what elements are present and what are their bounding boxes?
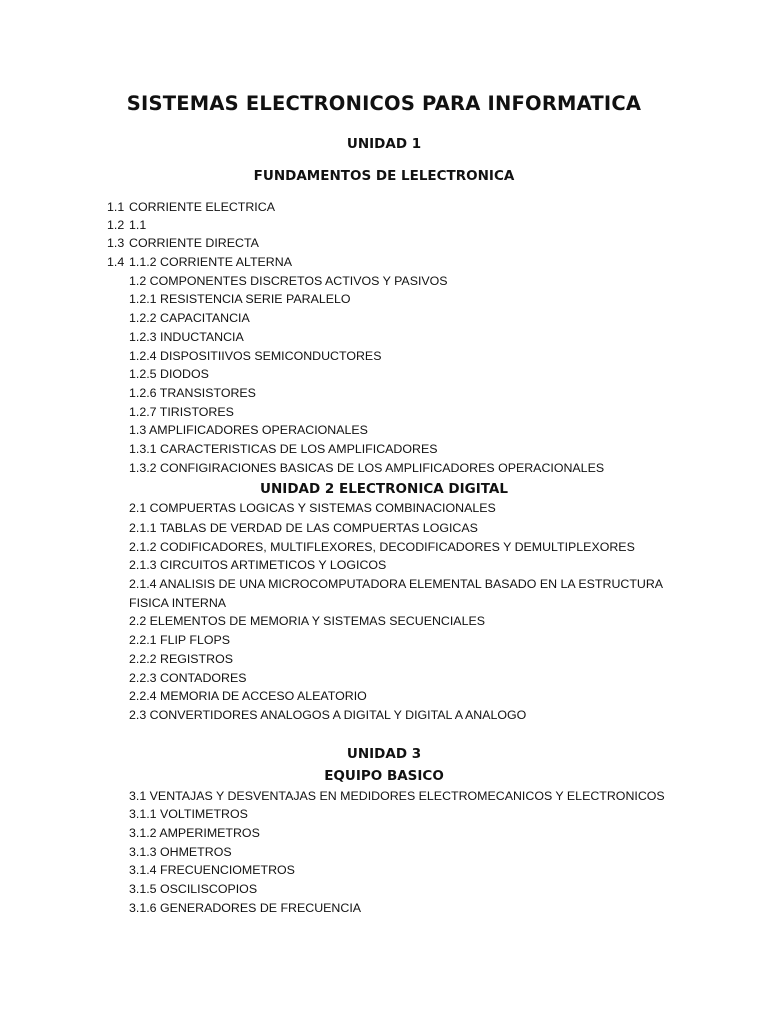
outline-item: 3.1 VENTAJAS Y DESVENTAJAS EN MEDIDORES ELECTROMECANICOS Y ELECTRONICOS <box>129 789 665 803</box>
outline-item: 2.1 COMPUERTAS LOGICAS Y SISTEMAS COMBINACIONALES <box>129 501 496 515</box>
outline-item: 2.1.4 ANALISIS DE UNA MICROCOMPUTADORA ELEMENTAL BASADO EN LA ESTRUCTURA <box>129 577 664 591</box>
outline-item: 1.2.4 DISPOSITIIVOS SEMICONDUCTORES <box>129 349 382 363</box>
outline-item: 1.3.2 CONFIGIRACIONES BASICAS DE LOS AMPLIFICADORES OPERACIONALES <box>129 461 605 475</box>
outline-item: 2.2.1 FLIP FLOPS <box>129 633 231 647</box>
outline-item: 2.1.3 CIRCUITOS ARTIMETICOS Y LOGICOS <box>129 558 387 572</box>
outline-item: 1.2.1 RESISTENCIA SERIE PARALELO <box>129 292 351 306</box>
outline-item: 3.1.2 AMPERIMETROS <box>129 826 260 840</box>
list-number: 1.3 <box>107 236 125 250</box>
outline-item: 2.3 CONVERTIDORES ANALOGOS A DIGITAL Y DIGITAL A ANALOGO <box>129 708 527 722</box>
outline-item: 2.2.2 REGISTROS <box>129 652 233 666</box>
outline-item: 3.1.6 GENERADORES DE FRECUENCIA <box>129 901 362 915</box>
outline-item: 2.2.3 CONTADORES <box>129 671 247 685</box>
outline-item: 3.1.5 OSCILISCOPIOS <box>129 882 258 896</box>
list-number: 1.1 <box>107 200 125 214</box>
outline-item: 1.2.2 CAPACITANCIA <box>129 311 250 325</box>
list-text: 1.1 <box>129 218 147 232</box>
outline-item: 2.1.1 TABLAS DE VERDAD DE LAS COMPUERTAS LOGICAS <box>129 521 478 535</box>
list-text: CORRIENTE DIRECTA <box>129 236 259 250</box>
list-text: CORRIENTE ELECTRICA <box>129 200 275 214</box>
list-text: 1.1.2 CORRIENTE ALTERNA <box>129 255 292 269</box>
outline-item: 2.2 ELEMENTOS DE MEMORIA Y SISTEMAS SECUENCIALES <box>129 614 485 628</box>
outline-item: 1.2.6 TRANSISTORES <box>129 386 256 400</box>
unit1-subheading: FUNDAMENTOS DE LELECTRONICA <box>253 168 515 184</box>
outline-item: 3.1.4 FRECUENCIOMETROS <box>129 863 295 877</box>
unit2-heading: UNIDAD 2 ELECTRONICA DIGITAL <box>260 481 508 497</box>
outline-item: 1.2 COMPONENTES DISCRETOS ACTIVOS Y PASIVOS <box>129 274 448 288</box>
outline-item: 3.1.1 VOLTIMETROS <box>129 807 248 821</box>
unit1-heading: UNIDAD 1 <box>346 136 422 152</box>
unit3-heading: UNIDAD 3 <box>346 746 422 762</box>
outline-item: 1.2.7 TIRISTORES <box>129 405 234 419</box>
outline-item: 1.2.5 DIODOS <box>129 367 209 381</box>
outline-item: FISICA INTERNA <box>129 596 227 610</box>
outline-item: 1.2.3 INDUCTANCIA <box>129 330 244 344</box>
outline-item: 1.3.1 CARACTERISTICAS DE LOS AMPLIFICADORES <box>129 442 438 456</box>
list-number: 1.2 <box>107 218 125 232</box>
outline-item: 1.3 AMPLIFICADORES OPERACIONALES <box>129 423 368 437</box>
unit3-subheading: EQUIPO BASICO <box>324 768 444 784</box>
list-number: 1.4 <box>107 255 125 269</box>
outline-item: 3.1.3 OHMETROS <box>129 845 232 859</box>
outline-item: 2.2.4 MEMORIA DE ACCESO ALEATORIO <box>129 689 367 703</box>
document-title: SISTEMAS ELECTRONICOS PARA INFORMATICA <box>126 92 642 115</box>
outline-item: 2.1.2 CODIFICADORES, MULTIFLEXORES, DECODIFICADORES Y DEMULTIPLEXORES <box>129 540 635 554</box>
